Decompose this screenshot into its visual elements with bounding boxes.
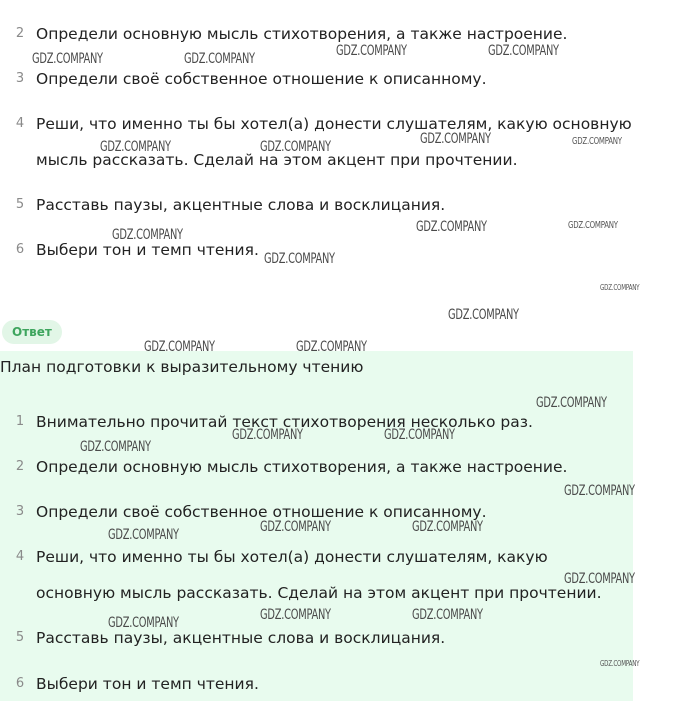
watermark: GDZ.COMPANY	[112, 227, 183, 243]
item-number: 2	[15, 26, 25, 41]
watermark: GDZ.COMPANY	[296, 339, 367, 355]
item-text: Определи основную мысль стихотворения, а также настроение.	[36, 25, 568, 43]
item-text: Внимательно прочитай текст стихотворения несколько раз.	[36, 413, 533, 431]
item-text: Выбери тон и темп чтения.	[36, 241, 259, 259]
item-text: Реши, что именно ты бы хотел(а) донести слушателям, какую основную	[36, 115, 632, 133]
watermark: GDZ.COMPANY	[100, 139, 171, 155]
watermark: GDZ.COMPANY	[568, 220, 618, 231]
watermark: GDZ.COMPANY	[260, 139, 331, 155]
watermark: GDZ.COMPANY	[564, 483, 635, 499]
item-number: 3	[15, 504, 25, 519]
item-number: 6	[15, 242, 25, 257]
item-text: Расставь паузы, акцентные слова и восклицания.	[36, 629, 446, 647]
item-text: Расставь паузы, акцентные слова и восклицания.	[36, 196, 446, 214]
item-text: Определи своё собственное отношение к описанному.	[36, 503, 487, 521]
item-number: 6	[15, 676, 25, 691]
watermark: GDZ.COMPANY	[412, 519, 483, 535]
watermark: GDZ.COMPANY	[108, 615, 179, 631]
watermark: GDZ.COMPANY	[260, 607, 331, 623]
item-text: основную мысль рассказать. Сделай на этом акцент при прочтении.	[36, 584, 602, 602]
watermark: GDZ.COMPANY	[336, 43, 407, 59]
watermark: GDZ.COMPANY	[536, 395, 607, 411]
watermark: GDZ.COMPANY	[564, 571, 635, 587]
watermark: GDZ.COMPANY	[416, 219, 487, 235]
item-number: 2	[15, 459, 25, 474]
item-text: мысль рассказать. Сделай на этом акцент при прочтении.	[36, 151, 518, 169]
answer-badge[interactable]: Ответ	[2, 320, 62, 344]
item-text: Выбери тон и темп чтения.	[36, 675, 259, 693]
watermark: GDZ.COMPANY	[232, 427, 303, 443]
watermark: GDZ.COMPANY	[184, 51, 255, 67]
watermark: GDZ.COMPANY	[384, 427, 455, 443]
watermark: GDZ.COMPANY	[260, 519, 331, 535]
watermark: GDZ.COMPANY	[448, 307, 519, 323]
item-text: Определи своё собственное отношение к описанному.	[36, 70, 487, 88]
item-number: 3	[15, 71, 25, 86]
item-number: 1	[15, 414, 25, 429]
watermark: GDZ.COMPANY	[420, 131, 491, 147]
watermark: GDZ.COMPANY	[32, 51, 103, 67]
watermark: GDZ.COMPANY	[572, 136, 622, 147]
item-text: Реши, что именно ты бы хотел(а) донести слушателям, какую	[36, 548, 548, 566]
watermark: GDZ.COMPANY	[600, 283, 640, 292]
answer-title: План подготовки к выразительному чтению	[0, 358, 364, 376]
watermark: GDZ.COMPANY	[80, 439, 151, 455]
watermark: GDZ.COMPANY	[412, 607, 483, 623]
item-number: 4	[15, 116, 25, 131]
item-number: 5	[15, 630, 25, 645]
item-text: Определи основную мысль стихотворения, а также настроение.	[36, 458, 568, 476]
watermark: GDZ.COMPANY	[144, 339, 215, 355]
item-number: 4	[15, 549, 25, 564]
watermark: GDZ.COMPANY	[600, 659, 640, 668]
watermark: GDZ.COMPANY	[108, 527, 179, 543]
item-number: 5	[15, 197, 25, 212]
watermark: GDZ.COMPANY	[264, 251, 335, 267]
watermark: GDZ.COMPANY	[488, 43, 559, 59]
